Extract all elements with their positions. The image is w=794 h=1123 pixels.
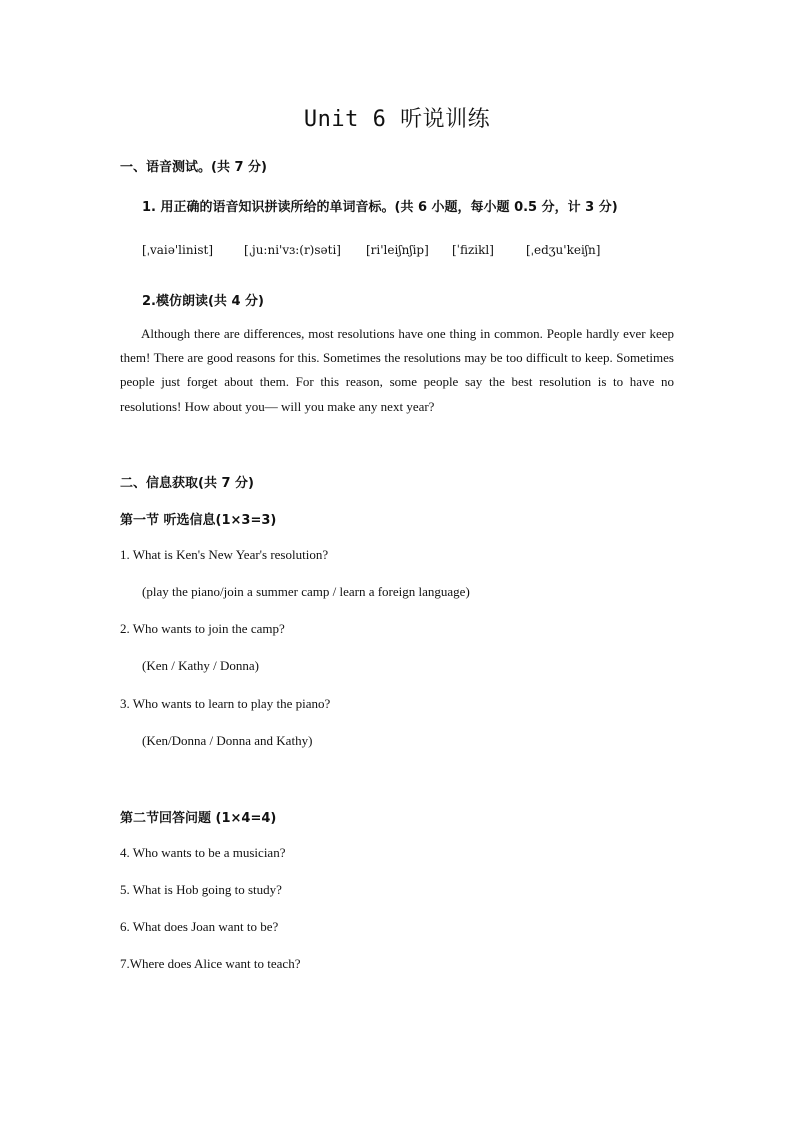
phonetic-4: [ˈfizikl] (452, 243, 494, 257)
section2-heading: 二、信息获取(共 7 分) (120, 476, 254, 491)
page-title: Unit 6 听说训练 (303, 107, 491, 132)
question-4: 4. Who wants to be a musician? (120, 845, 286, 860)
phonetic-1: [ˌvaiə'linist] (142, 243, 214, 257)
question-1-options: (play the piano/join a summer camp / learn a foreign language) (142, 584, 470, 599)
part2-heading: 第二节回答问题 (1×4=4) (120, 811, 277, 826)
question-1: 1. What is Ken's New Year's resolution? (120, 547, 329, 562)
reading-passage: Although there are differences, most resolutions have one thing in common. People hardly ever keep them! There are good reasons for this. Sometimes the resolutions may be too difficult to keep. Sometimes people just forget about them. For this reason, some people say the best resolution is to have no resolutions! How about you— will you make any next year? (120, 326, 674, 414)
question-7: 7.Where does Alice want to teach? (120, 956, 301, 971)
question-2: 2. Who wants to join the camp? (120, 621, 285, 636)
question-3-options: (Ken/Donna / Donna and Kathy) (142, 733, 313, 748)
question-5: 5. What is Hob going to study? (120, 882, 282, 897)
section1-heading: 一、语音测试。(共 7 分) (120, 160, 267, 175)
phonetic-2: [ˌju:ni'vɜ:(r)səti] (244, 243, 341, 257)
question-3: 3. Who wants to learn to play the piano? (120, 696, 331, 711)
phonetic-3: [ri'leiʃnʃip] (366, 243, 429, 257)
question-2-options: (Ken / Kathy / Donna) (142, 658, 259, 673)
q1-heading: 1. 用正确的语音知识拼读所给的单词音标。(共 6 小题，每小题 0.5 分，计 3 分) (142, 200, 618, 215)
part1-heading: 第一节 听选信息(1×3=3) (120, 513, 277, 528)
question-6: 6. What does Joan want to be? (120, 919, 279, 934)
q2-heading: 2.模仿朗读(共 4 分) (142, 294, 264, 309)
phonetic-5: [ˌedʒu'keiʃn] (526, 243, 601, 257)
